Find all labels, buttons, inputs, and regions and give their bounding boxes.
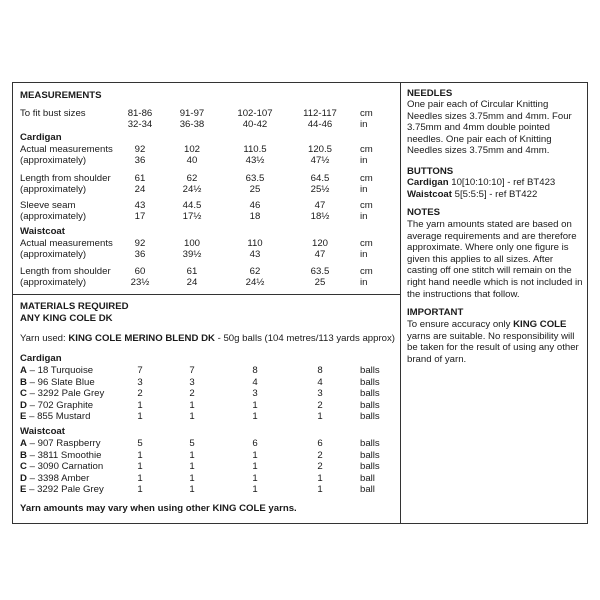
yarn-quantity: 1 [252,411,258,423]
fit-size-cm: 102-107 [237,108,273,119]
yarn-letter: E [20,411,27,423]
important-text-prefix: To ensure accuracy only [407,319,514,330]
yarn-quantity: 1 [137,472,143,484]
measurement-cm-value: 120.5 [307,144,332,155]
yarn-color-item [20,473,89,484]
important-text [407,319,583,365]
yarn-quantity: 8 [317,365,323,376]
measurement-label: Actual measurements [20,144,113,155]
measurement-in-value: 39½ [182,249,202,260]
yarn-unit: ball [360,472,375,484]
yarn-color-item [20,365,93,376]
yarn-letter: D [20,472,27,484]
yarn-unit: balls [360,399,380,411]
measurement-cm-value: 62 [249,266,261,277]
measurement-cm-value: 92 [134,144,146,155]
measurement-in-value: 43 [249,249,261,260]
measurement-cm-value: 60 [134,266,146,277]
yarn-letter: C [20,388,27,400]
unit-in: in [360,277,368,288]
fit-size-cm: 91-97 [179,108,205,119]
yarn-quantity: 1 [189,461,195,473]
yarn-color-item [20,450,101,461]
yarn-color-item [20,388,104,399]
yarn-used-suffix: - 50g balls (104 metres/113 yards approx) [214,333,395,344]
measurement-label: Sleeve seam [20,200,76,211]
yarn-quantity: 2 [137,388,143,400]
yarn-quantity: 1 [252,461,258,473]
fit-size-in: 32-34 [127,119,153,130]
fit-bust-label: To fit bust sizes [20,108,86,119]
yarn-used-line [20,333,395,344]
yarn-quantity: 3 [317,388,323,400]
measurement-sublabel: (approximately) [20,249,87,260]
important-text-suffix: yarns are suitable. No responsibility will be taken for the result of using any other brand of yarn. [407,330,579,365]
buttons-heading: BUTTONS [407,166,454,177]
buttons-cardigan-line [407,177,583,189]
measurement-cm-value: 63.5 [245,173,265,184]
measurement-in-value: 43½ [245,155,265,166]
measurement-in-value: 17½ [182,211,202,222]
measurement-in-value: 18½ [310,211,330,222]
yarn-shade-name: – 3811 Smoothie [26,449,102,461]
yarn-shade-name: – 702 Graphite [26,399,94,411]
yarn-letter: D [20,399,27,411]
measurement-sublabel: (approximately) [20,277,87,288]
measurement-in-value: 25½ [310,184,330,195]
yarn-quantity: 2 [189,388,195,400]
fit-size-cm: 81-86 [127,108,153,119]
yarn-letter: C [20,461,27,473]
measurement-cm-value: 62 [186,173,198,184]
yarn-unit: balls [360,438,380,449]
important-heading: IMPORTANT [407,307,464,318]
yarn-quantity: 3 [137,376,143,388]
notes-heading: NOTES [407,207,441,218]
unit-cm: cm [360,238,373,249]
yarn-quantity: 8 [252,365,258,376]
yarn-color-item [20,484,104,495]
measurement-cm-value: 46 [249,200,261,211]
yarn-unit: balls [360,376,380,388]
measurement-in-value: 23½ [130,277,150,288]
unit-in: in [360,184,368,195]
yarn-letter: E [20,484,27,496]
yarn-quantity: 6 [317,438,323,449]
yarn-quantity: 7 [137,365,143,376]
measurement-cm-value: 64.5 [310,173,330,184]
yarn-shade-name: – 96 Slate Blue [26,376,95,388]
yarn-unit: balls [360,461,380,473]
measurement-cm-value: 100 [183,238,200,249]
waistcoat-measurements-heading: Waistcoat [20,226,65,237]
yarn-quantity: 6 [252,438,258,449]
unit-cm: cm [360,108,373,119]
measurement-cm-value: 110.5 [243,144,267,155]
unit-in: in [360,249,368,260]
measurement-sublabel: (approximately) [20,211,87,222]
measurement-in-value: 36 [134,155,146,166]
yarn-letter: A [20,438,27,449]
yarn-quantity: 1 [189,484,195,496]
yarn-quantity: 1 [137,461,143,473]
buttons-waistcoat-text: 5[5:5:5] - ref BT422 [451,189,538,200]
yarn-quantity: 1 [189,411,195,423]
measurement-cm-value: 120 [311,238,328,249]
yarn-shade-name: – 907 Raspberry [26,438,101,449]
measurement-in-value: 24½ [245,277,265,288]
yarn-unit: balls [360,411,380,423]
buttons-cardigan-label: Cardigan [407,177,449,188]
yarn-color-item [20,438,101,449]
yarn-shade-name: – 3292 Pale Grey [26,388,105,400]
unit-cm: cm [360,144,373,155]
measurements-heading: MEASUREMENTS [20,90,102,101]
yarn-quantity: 1 [252,472,258,484]
measurement-in-value: 40 [186,155,198,166]
yarn-letter: B [20,449,27,461]
buttons-waistcoat-line [407,189,583,201]
unit-cm: cm [360,173,373,184]
yarn-shade-name: – 855 Mustard [26,411,91,423]
yarn-quantity: 1 [137,411,143,423]
measurement-cm-value: 47 [314,200,326,211]
needles-heading: NEEDLES [407,88,453,99]
yarn-quantity: 1 [252,399,258,411]
yarn-shade-name: – 18 Turquoise [26,365,94,376]
yarn-quantity: 1 [252,484,258,496]
measurement-in-value: 24 [186,277,198,288]
important-text-brand: KING COLE [513,319,567,330]
measurement-label: Actual measurements [20,238,113,249]
yarn-color-item [20,377,95,388]
fit-size-in: 36-38 [179,119,205,130]
yarn-quantity: 1 [317,411,323,423]
measurement-in-value: 24 [134,184,146,195]
notes-text: The yarn amounts stated are based on average requirements and are therefore approximate. Where only one figure is given this applies to all sizes. After casting off one stitch will remain on the right hand needle which is not included in the instructions that follow. [407,219,583,300]
measurement-in-value: 25 [314,277,326,288]
cardigan-materials-heading: Cardigan [20,353,62,364]
measurement-in-value: 17 [134,211,146,222]
materials-heading: MATERIALS REQUIRED [20,301,129,312]
buttons-waistcoat-label: Waistcoat [407,189,452,200]
yarn-quantity: 3 [252,388,258,400]
yarn-quantity: 1 [189,399,195,411]
unit-in: in [360,211,368,222]
measurement-in-value: 18 [249,211,261,222]
measurement-in-value: 24½ [182,184,202,195]
measurement-cm-value: 43 [134,200,146,211]
yarn-unit: balls [360,388,380,400]
measurement-cm-value: 102 [183,144,200,155]
yarn-quantity: 4 [252,376,258,388]
yarn-unit: balls [360,449,380,461]
measurement-sublabel: (approximately) [20,155,87,166]
measurement-cm-value: 110 [247,238,263,249]
measurement-cm-value: 44.5 [182,200,202,211]
yarn-used-prefix: Yarn used: [20,333,69,344]
yarn-quantity: 5 [137,438,143,449]
yarn-color-item [20,461,103,472]
yarn-quantity: 2 [317,461,323,473]
fit-size-in: 44-46 [307,119,333,130]
measurement-label: Length from shoulder [20,173,111,184]
unit-in: in [360,119,368,130]
yarn-shade-name: – 3292 Pale Grey [26,484,104,496]
measurement-sublabel: (approximately) [20,184,87,195]
yarn-quantity: 1 [189,472,195,484]
unit-in: in [360,155,368,166]
buttons-cardigan-text: 10[10:10:10] - ref BT423 [448,177,556,188]
measurement-in-value: 47 [314,249,326,260]
measurement-in-value: 25 [249,184,261,195]
yarn-color-item [20,400,93,411]
unit-cm: cm [360,266,373,277]
needles-text: One pair each of Circular Knitting Needles sizes 3.75mm and 4mm. Four 3.75mm and 4mm double pointed needles. One pair each of Knitting Needles sizes 3.75mm and 4mm. [407,99,572,157]
fit-size-in: 40-42 [242,119,268,130]
yarn-quantity: 7 [189,365,195,376]
yarn-quantity: 1 [317,472,323,484]
measurement-in-value: 36 [134,249,146,260]
materials-subheading: ANY KING COLE DK [20,313,113,324]
measurement-label: Length from shoulder [20,266,111,277]
measurement-cm-value: 61 [186,266,198,277]
yarn-unit: balls [360,365,380,376]
yarn-quantity: 2 [317,399,323,411]
yarn-quantity: 1 [252,449,258,461]
unit-cm: cm [360,200,373,211]
measurement-in-value: 47½ [310,155,330,166]
cardigan-measurements-heading: Cardigan [20,132,62,143]
yarn-letter: B [20,376,27,388]
yarn-quantity: 2 [317,449,323,461]
yarn-color-item [20,411,90,422]
yarn-quantity: 3 [189,376,195,388]
yarn-shade-name: – 3090 Carnation [26,461,104,473]
yarn-used-name: KING COLE MERINO BLEND DK [68,333,215,344]
yarn-footer-note: Yarn amounts may vary when using other KING COLE yarns. [20,503,297,514]
column-divider [400,82,401,524]
yarn-quantity: 4 [317,376,323,388]
waistcoat-materials-heading: Waistcoat [20,426,65,437]
measurement-cm-value: 61 [134,173,146,184]
yarn-shade-name: – 3398 Amber [26,472,90,484]
yarn-quantity: 1 [137,449,143,461]
section-divider [12,294,401,295]
fit-size-cm: 112-117 [303,108,337,119]
yarn-quantity: 1 [189,449,195,461]
yarn-unit: ball [360,484,375,496]
measurement-cm-value: 92 [134,238,146,249]
yarn-quantity: 1 [137,484,143,496]
yarn-quantity: 1 [137,399,143,411]
measurement-cm-value: 63.5 [310,266,330,277]
yarn-quantity: 1 [317,484,323,496]
yarn-quantity: 5 [189,438,195,449]
yarn-letter: A [20,365,27,376]
